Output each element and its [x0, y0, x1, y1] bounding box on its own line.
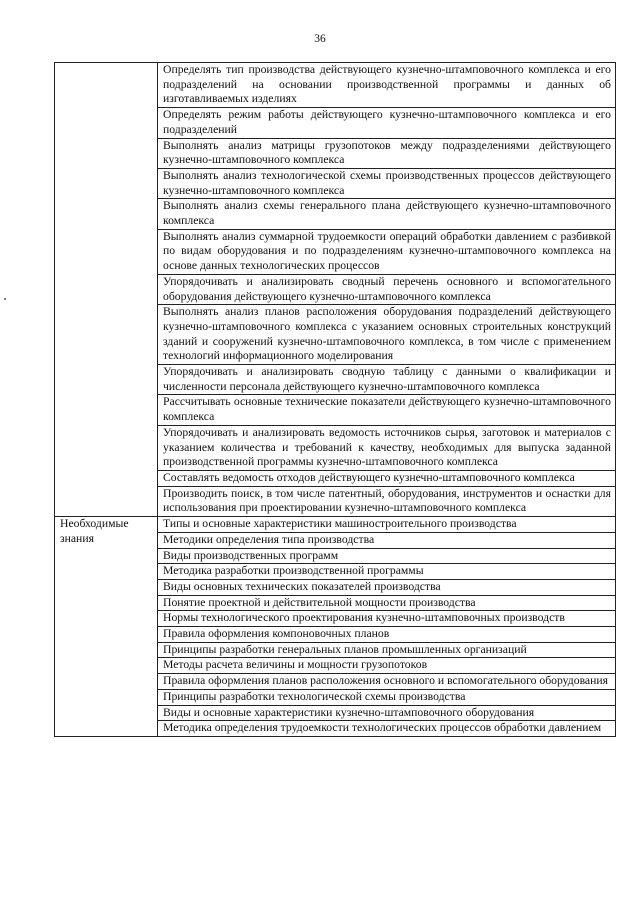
knowledge-item: Методики определения типа производства	[158, 532, 616, 548]
page-number: 36	[314, 33, 326, 45]
skills-item: Определять тип производства действующего кузнечно-штамповочного комплекса и его подразделений на основании производственной программы и данных об изготавливаемых изделиях	[158, 63, 616, 108]
requirements-table	[54, 62, 616, 737]
knowledge-item: Типы и основные характеристики машиностроительного производства	[158, 517, 616, 533]
knowledge-item: Принципы разработки технологической схемы производства	[158, 689, 616, 705]
skills-item: Упорядочивать и анализировать сводный перечень основного и вспомогательного оборудования действующего кузнечно-штамповочного комплекса	[158, 274, 616, 304]
skills-item: Производить поиск, в том числе патентный, оборудования, инструментов и оснастки для использования при проектировании кузнечно-штамповочного комплекса	[158, 486, 616, 516]
knowledge-item: Методика разработки производственной программы	[158, 564, 616, 580]
skills-item: Выполнять анализ схемы генерального плана действующего кузнечно-штамповочного комплекса	[158, 199, 616, 229]
skills-item: Упорядочивать и анализировать ведомость источников сырья, заготовок и материалов с указанием количества и требований к качеству, необходимых для выпуска заданной производственной программы кузнечно-штамповочного комплекса	[158, 425, 616, 470]
scan-mark	[4, 298, 6, 300]
skills-item: Рассчитывать основные технические показатели действующего кузнечно-штамповочного комплекса	[158, 395, 616, 425]
knowledge-item: Принципы разработки генеральных планов промышленных организаций	[158, 642, 616, 658]
knowledge-item: Методы расчета величины и мощности грузопотоков	[158, 658, 616, 674]
knowledge-item: Правила оформления компоновочных планов	[158, 627, 616, 643]
skills-item: Определять режим работы действующего кузнечно-штамповочного комплекса и его подразделений	[158, 108, 616, 138]
knowledge-item: Виды производственных программ	[158, 548, 616, 564]
knowledge-section-label: Необходимые знания	[55, 517, 158, 737]
knowledge-item: Методика определения трудоемкости технологических процессов обработки давлением	[158, 721, 616, 737]
skills-item: Выполнять анализ планов расположения оборудования подразделений действующего кузнечно-штамповочного комплекса с указанием основных строительных конструкций зданий и сооружений кузнечно-штамповочного комплекса, в том числе с применением технологий информационного моделирования	[158, 305, 616, 365]
knowledge-item: Понятие проектной и действительной мощности производства	[158, 595, 616, 611]
skills-row	[55, 63, 616, 108]
skills-section-label	[55, 63, 158, 517]
knowledge-item: Виды и основные характеристики кузнечно-штамповочного оборудования	[158, 705, 616, 721]
skills-item: Выполнять анализ технологической схемы производственных процессов действующего кузнечно-штамповочного комплекса	[158, 168, 616, 198]
skills-item: Выполнять анализ матрицы грузопотоков между подразделениями действующего кузнечно-штамповочного комплекса	[158, 138, 616, 168]
knowledge-item: Правила оформления планов расположения основного и вспомогательного оборудования	[158, 674, 616, 690]
knowledge-item: Виды основных технических показателей производства	[158, 579, 616, 595]
skills-item: Упорядочивать и анализировать сводную таблицу с данными о квалификации и численности персонала действующего кузнечно-штамповочного комплекса	[158, 365, 616, 395]
knowledge-row	[55, 517, 616, 533]
skills-item: Составлять ведомость отходов действующего кузнечно-штамповочного комплекса	[158, 470, 616, 486]
skills-item: Выполнять анализ суммарной трудоемкости операций обработки давлением с разбивкой по видам оборудования и по подразделениям кузнечно-штамповочного комплекса на основе данных технологических процессов	[158, 229, 616, 274]
knowledge-item: Нормы технологического проектирования кузнечно-штамповочных производств	[158, 611, 616, 627]
